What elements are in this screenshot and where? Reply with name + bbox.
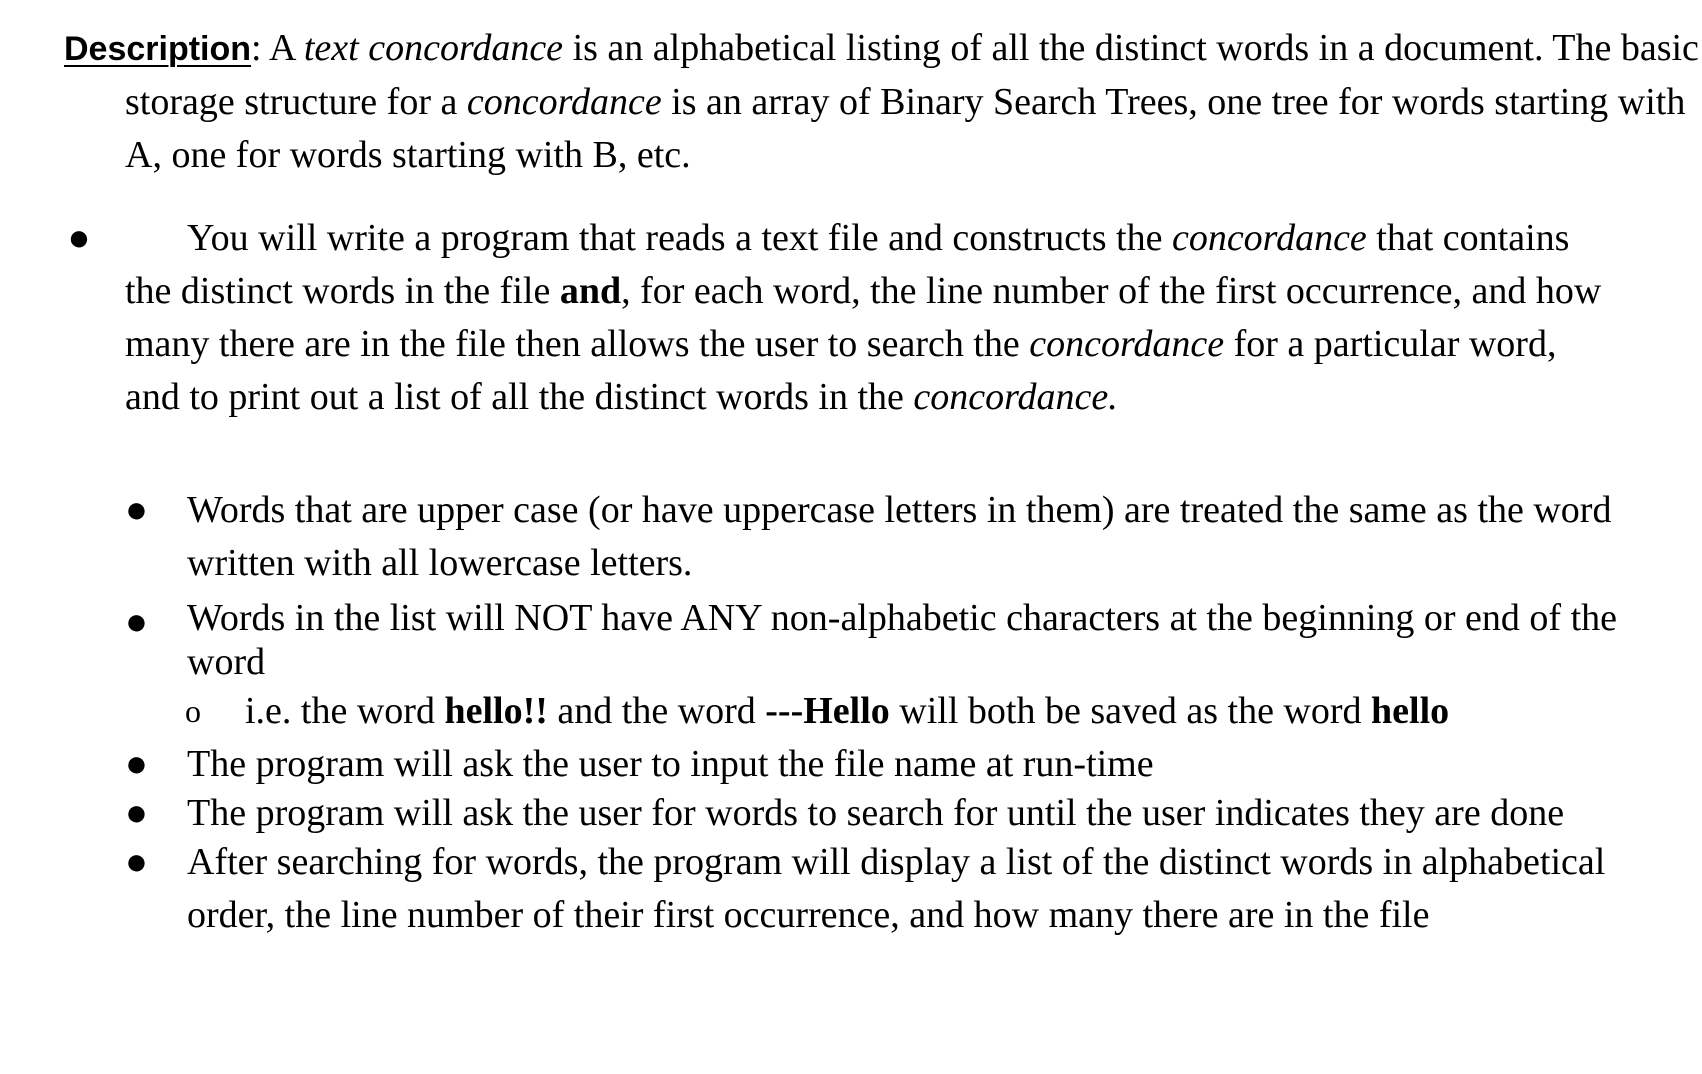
text-run: for a particular word, and to print out a list of all the distinct words in the <box>125 323 1557 418</box>
nested-list-item <box>125 686 1645 736</box>
bullet-icon: ● <box>125 841 148 883</box>
description-colon: : <box>251 27 262 69</box>
list-item-text <box>187 836 1645 942</box>
text-run: A <box>261 27 304 69</box>
list-item <box>125 484 1645 590</box>
description-paragraph <box>64 22 1702 182</box>
bullet-icon: ● <box>125 601 148 643</box>
nested-list-item-text <box>245 690 1449 732</box>
text-run: Words in the list will NOT have ANY non-alphabetic characters at the beginning or end of the word <box>187 597 1617 683</box>
text-run: is an alphabetical listing of all the distinct words in a document. The basic storage structure for a <box>125 27 1699 123</box>
text-run: After searching for words, the program will display a list of the distinct words in alphabetical order, the line number of their first occurrence, and how many there are in the file <box>187 841 1606 936</box>
circle-bullet-icon: o <box>185 693 201 729</box>
text-run: , for each word, the line number of the first occurrence, and how many there are in the file then allows the user to search the <box>125 270 1602 365</box>
bold-text-run: hello!! <box>444 690 548 732</box>
italic-text-run: concordance <box>1029 323 1225 365</box>
italic-text-run: concordance <box>466 81 662 123</box>
bold-text-run: and <box>559 270 622 312</box>
main-item-text <box>125 212 1605 424</box>
italic-text-run: concordance. <box>913 376 1118 418</box>
text-run: i.e. the word <box>245 690 445 732</box>
list-item <box>125 787 1645 840</box>
text-run: is an array of Binary Search Trees, one tree for words starting with A, one for words starting with B, etc. <box>125 81 1686 176</box>
list-item <box>125 836 1645 942</box>
list-item-text <box>187 596 1645 684</box>
list-item <box>125 738 1645 791</box>
list-item-text <box>187 738 1645 791</box>
bullet-icon: ● <box>125 489 148 531</box>
bold-text-run: ---Hello <box>765 690 890 732</box>
requirements-list <box>125 484 1645 942</box>
list-item <box>125 596 1645 684</box>
text-run: Words that are upper case (or have uppercase letters in them) are treated the same as the word written with all lowercase letters. <box>187 489 1612 584</box>
main-bullet-icon: ● <box>67 217 91 259</box>
italic-text-run: text concordance <box>303 27 564 69</box>
text-run: will both be saved as the word <box>889 690 1372 732</box>
list-item-text <box>187 787 1645 840</box>
text-run: that contains the distinct words in the file <box>125 217 1570 312</box>
description-body <box>125 27 1699 176</box>
text-run: and the word <box>547 690 766 732</box>
italic-text-run: concordance <box>1171 217 1367 259</box>
bullet-icon: ● <box>125 743 148 785</box>
text-run: You will write a program that reads a text file and constructs the <box>187 217 1172 259</box>
bold-text-run: hello <box>1371 690 1450 732</box>
bullet-icon: ● <box>125 792 148 834</box>
text-run: The program will ask the user for words to search for until the user indicates they are done <box>187 792 1565 834</box>
description-label: Description <box>64 30 252 68</box>
list-item-text <box>187 484 1645 590</box>
text-run: The program will ask the user to input the file name at run-time <box>187 743 1154 785</box>
